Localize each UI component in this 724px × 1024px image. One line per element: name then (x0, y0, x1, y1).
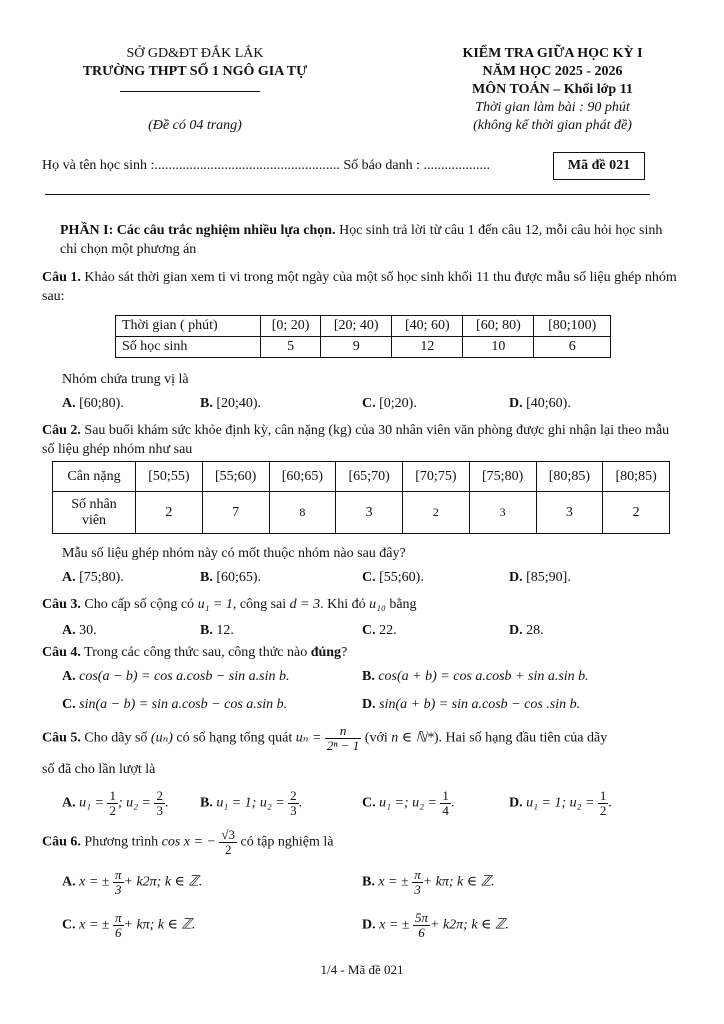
q2-count: 2 (136, 492, 203, 534)
q2-count: 2 (603, 492, 670, 534)
q2-group: [50;55) (136, 462, 203, 492)
q1-group: [20; 40) (321, 316, 392, 337)
q2-option-a[interactable]: A. [75;80). (62, 570, 124, 585)
q2-group: [75;80) (469, 462, 536, 492)
q1-count: 12 (392, 337, 463, 358)
question-4: Câu 4. Trong các công thức sau, công thức nào đúng? (42, 645, 348, 660)
q2-table-head: Số nhân viên (53, 492, 136, 534)
question-5: Câu 5. Cho dãy số (uₙ) có số hạng tổng quát uₙ = $\frac{n}{\text{2ⁿ − 1}}$ (với n ∈ ℕ*). Hai số hạng đầu tiên của dãy (42, 723, 608, 753)
page-footer: 1/4 - Mã đề 021 (320, 962, 404, 977)
q1-count: 5 (261, 337, 321, 358)
q4-option-d[interactable]: D. sin(a + b) = sin a.cosb − cos .sin b. (362, 697, 581, 712)
part1-title: PHẦN I: Các câu trắc nghiệm nhiều lựa chọn. (60, 223, 336, 238)
question-3: Câu 3. Cho cấp số cộng có u₁ = 1, công sai d = 3. Khi đó u₁₀ bằng (42, 597, 417, 612)
q1-count: 9 (321, 337, 392, 358)
q2-table (52, 461, 670, 534)
q2-group: [55;60) (202, 462, 269, 492)
q5-option-b[interactable]: B. u₁ = 1; u₂ = $\frac{2}{3}$ . (200, 788, 303, 818)
q5-text-cont: số đã cho lần lượt là (42, 762, 156, 777)
part1-instructions (42, 221, 682, 259)
q1-group: [0; 20) (261, 316, 321, 337)
part1-desc: Học sinh trả lời từ câu 1 đến câu 12, mỗi câu hỏi học sinh chỉ chọn một phương án (60, 223, 663, 257)
q4-option-c[interactable]: C. sin(a − b) = sin a.cosb − cos a.sin b. (62, 697, 288, 712)
q2-count: 3 (336, 492, 403, 534)
q1-option-a[interactable]: A. [60;80). (62, 396, 124, 411)
q2-count: 3 (536, 492, 603, 534)
subject: MÔN TOÁN – Khối lớp 11 (472, 82, 633, 97)
q2-option-b[interactable]: B. [60;65). (200, 570, 262, 585)
q1-group: [80;100) (534, 316, 611, 337)
q1-option-b[interactable]: B. [20;40). (200, 396, 262, 411)
q2-table-head: Cân nặng (53, 462, 136, 492)
q3-option-d[interactable]: D. 28. (509, 623, 544, 638)
exam-time-note: (không kể thời gian phát đề) (473, 118, 632, 133)
student-info-line: Họ và tên học sinh :..................................................... Số báo danh : ................... (42, 158, 490, 173)
q2-count: 3 (469, 492, 536, 534)
section-divider (45, 194, 650, 195)
q3-option-c[interactable]: C. 22. (362, 623, 397, 638)
q5-option-a[interactable]: A. u₁ = $\frac{1}{2}$ ; u₂ = $\frac{2}{3}$ . (62, 788, 169, 818)
q1-label: Câu 1. (42, 270, 81, 285)
q2-label: Câu 2. (42, 423, 81, 438)
q1-table-head: Số học sinh (116, 337, 261, 358)
q2-question: Mẫu số liệu ghép nhóm này có mốt thuộc nhóm nào sau đây? (62, 546, 406, 561)
q1-option-c[interactable]: C. [0;20). (362, 396, 417, 411)
q6-option-b[interactable]: B. x = ± $\frac{\pi}{3}$ + kπ; k ∈ ℤ. (362, 867, 495, 897)
q6-option-c[interactable]: C. x = ± $\frac{\pi}{6}$ + kπ; k ∈ ℤ. (62, 910, 196, 940)
exam-time: Thời gian làm bài : 90 phút (475, 100, 630, 115)
q3-option-a[interactable]: A. 30. (62, 623, 97, 638)
q2-option-d[interactable]: D. [85;90]. (509, 570, 571, 585)
header-divider (120, 91, 260, 92)
q2-count: 2 (403, 492, 470, 534)
question-2 (42, 421, 682, 459)
dept-name: SỞ GD&ĐT ĐẮK LẮK (126, 46, 264, 61)
q2-count: 7 (202, 492, 269, 534)
q1-group: [60; 80) (463, 316, 534, 337)
q1-count: 6 (534, 337, 611, 358)
school-year: NĂM HỌC 2025 - 2026 (482, 64, 623, 79)
q1-table-head: Thời gian ( phút) (116, 316, 261, 337)
school-name: TRƯỜNG THPT SỐ 1 NGÔ GIA TỰ (82, 64, 308, 79)
pages-note: (Đề có 04 trang) (148, 118, 242, 133)
q1-group: [40; 60) (392, 316, 463, 337)
question-6: Câu 6. Phương trình cos x = − $\frac{√3}{2}$ có tập nghiệm là (42, 827, 334, 857)
q5-option-d[interactable]: D. u₁ = 1; u₂ = $\frac{1}{2}$ . (509, 788, 612, 818)
q2-group: [65;70) (336, 462, 403, 492)
q4-option-b[interactable]: B. cos(a + b) = cos a.cosb + sin a.sin b. (362, 669, 589, 684)
q1-text: Khảo sát thời gian xem ti vi trong một ngày của một số học sinh khối 11 thu được mẫu số liệu ghép nhóm sau: (42, 270, 677, 304)
q2-text: Sau buổi khám sức khỏe định kỳ, cân nặng (kg) của 30 nhân viên văn phòng được ghi nhận lại theo mẫu số liệu ghép nhóm như sau (42, 423, 670, 457)
q1-option-d[interactable]: D. [40;60). (509, 396, 571, 411)
q3-option-b[interactable]: B. 12. (200, 623, 234, 638)
q1-count: 10 (463, 337, 534, 358)
exam-title: KIỂM TRA GIỮA HỌC KỲ I (462, 46, 643, 61)
q2-group: [80;85) (603, 462, 670, 492)
q2-option-c[interactable]: C. [55;60). (362, 570, 424, 585)
q4-option-a[interactable]: A. cos(a − b) = cos a.cosb − sin a.sin b. (62, 669, 290, 684)
q2-group: [70;75) (403, 462, 470, 492)
q2-count: 8 (269, 492, 336, 534)
q1-table (115, 315, 611, 358)
q2-group: [60;65) (269, 462, 336, 492)
q6-option-a[interactable]: A. x = ± $\frac{\pi}{3}$ + k2π; k ∈ ℤ. (62, 867, 203, 897)
exam-code-box: Mã đề 021 (553, 152, 645, 180)
q6-option-d[interactable]: D. x = ± $\frac{5\pi}{6}$ + k2π; k ∈ ℤ. (362, 910, 509, 940)
q5-option-c[interactable]: C. u₁ =; u₂ = $\frac{1}{4}$ . (362, 788, 455, 818)
q1-question: Nhóm chứa trung vị là (62, 372, 189, 387)
question-1 (42, 268, 682, 306)
q2-group: [80;85) (536, 462, 603, 492)
